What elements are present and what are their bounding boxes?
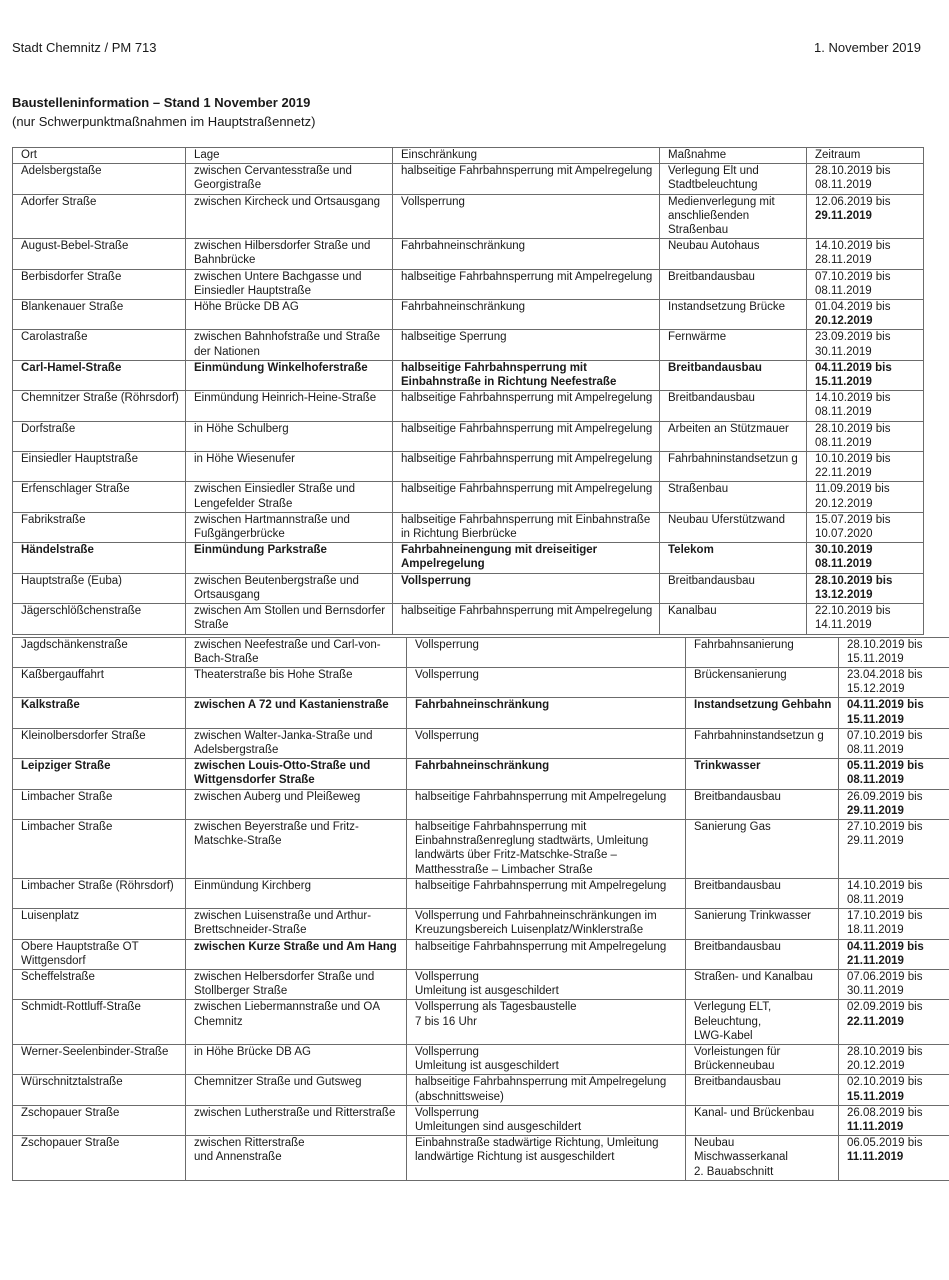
zeitraum-end: 29.11.2019: [847, 804, 946, 818]
cell-einschraenkung: halbseitige Fahrbahnsperrung mit Einbahnstraße in Richtung Neefestraße: [393, 360, 660, 390]
cell-zeitraum: [839, 878, 949, 908]
cell-zeitraum: [807, 512, 924, 542]
zeitraum-start: 23.09.2019 bis: [815, 330, 919, 344]
zeitraum-start: 14.10.2019 bis: [847, 879, 946, 893]
table-row: [13, 789, 949, 819]
page-subtitle: (nur Schwerpunktmaßnahmen im Hauptstraßennetz): [12, 114, 949, 130]
cell-lage: zwischen Ritterstraße und Annenstraße: [186, 1136, 407, 1181]
cell-massnahme: Fahrbahnsanierung: [686, 637, 839, 667]
document-date: 1. November 2019: [814, 40, 921, 56]
cell-ort: Hauptstraße (Euba): [13, 573, 186, 603]
table-row: [13, 878, 949, 908]
zeitraum-end: 11.11.2019: [847, 1120, 946, 1134]
cell-ort: Jägerschlößchenstraße: [13, 604, 186, 634]
table-row: [13, 909, 949, 939]
cell-lage: Theaterstraße bis Hohe Straße: [186, 667, 407, 697]
cell-ort: Scheffelstraße: [13, 969, 186, 999]
cell-einschraenkung: Vollsperrung: [407, 728, 686, 758]
cell-ort: Händelstraße: [13, 543, 186, 573]
cell-ort: Kleinolbersdorfer Straße: [13, 728, 186, 758]
cell-lage: zwischen Einsiedler Straße und Lengefelder Straße: [186, 482, 393, 512]
cell-lage: Höhe Brücke DB AG: [186, 300, 393, 330]
zeitraum-end: 15.11.2019: [847, 713, 946, 727]
cell-zeitraum: [807, 573, 924, 603]
cell-zeitraum: [807, 604, 924, 634]
cell-massnahme: Straßenbau: [660, 482, 807, 512]
cell-massnahme: Breitbandausbau: [660, 573, 807, 603]
cell-lage: zwischen Cervantesstraße und Georgistraße: [186, 164, 393, 194]
cell-einschraenkung: halbseitige Fahrbahnsperrung mit Ampelregelung: [393, 604, 660, 634]
cell-ort: Dorfstraße: [13, 421, 186, 451]
cell-zeitraum: [839, 667, 949, 697]
cell-einschraenkung: halbseitige Sperrung: [393, 330, 660, 360]
cell-massnahme: Vorleistungen für Brückenneubau: [686, 1044, 839, 1074]
cell-massnahme: Arbeiten an Stützmauer: [660, 421, 807, 451]
construction-table-2: [12, 637, 949, 1181]
zeitraum-start: 12.06.2019 bis: [815, 195, 919, 209]
zeitraum-end: 15.11.2019: [847, 1090, 946, 1104]
table-row: [13, 1136, 949, 1181]
cell-lage: Einmündung Heinrich-Heine-Straße: [186, 391, 393, 421]
column-header-zeitraum: Zeitraum: [807, 148, 924, 164]
zeitraum-end: 20.12.2019: [815, 497, 919, 511]
cell-lage: in Höhe Schulberg: [186, 421, 393, 451]
cell-lage: zwischen Untere Bachgasse und Einsiedler Hauptstraße: [186, 269, 393, 299]
table-row: [13, 269, 924, 299]
zeitraum-end: 10.07.2020: [815, 527, 919, 541]
cell-einschraenkung: halbseitige Fahrbahnsperrung mit Ampelregelung: [393, 452, 660, 482]
table-row: [13, 543, 924, 573]
cell-ort: Schmidt-Rottluff-Straße: [13, 1000, 186, 1045]
cell-einschraenkung: Vollsperrung: [393, 194, 660, 239]
cell-zeitraum: [839, 637, 949, 667]
zeitraum-end: 08.11.2019: [815, 405, 919, 419]
cell-massnahme: Fahrbahninstandsetzun g: [660, 452, 807, 482]
cell-einschraenkung: Vollsperrung: [393, 573, 660, 603]
table-row: [13, 604, 924, 634]
column-header-einschraenkung: Einschränkung: [393, 148, 660, 164]
cell-ort: Limbacher Straße: [13, 789, 186, 819]
cell-zeitraum: [807, 421, 924, 451]
zeitraum-start: 26.08.2019 bis: [847, 1106, 946, 1120]
cell-ort: Limbacher Straße (Röhrsdorf): [13, 878, 186, 908]
cell-massnahme: Sanierung Trinkwasser: [686, 909, 839, 939]
table-row: [13, 819, 949, 878]
table-row: [13, 1044, 949, 1074]
cell-zeitraum: [807, 330, 924, 360]
cell-einschraenkung: halbseitige Fahrbahnsperrung mit Einbahnstraßenreglung stadtwärts, Umleitung landwärts über Fritz-Matschke-Straße – Matthesstraße – Limbacher Straße: [407, 819, 686, 878]
cell-einschraenkung: halbseitige Fahrbahnsperrung mit Ampelregelung: [393, 421, 660, 451]
cell-massnahme: Breitbandausbau: [660, 360, 807, 390]
table-row: [13, 667, 949, 697]
cell-zeitraum: [839, 728, 949, 758]
cell-lage: zwischen Beyerstraße und Fritz-Matschke-Straße: [186, 819, 407, 878]
cell-massnahme: Verlegung Elt und Stadtbeleuchtung: [660, 164, 807, 194]
cell-ort: Zschopauer Straße: [13, 1105, 186, 1135]
zeitraum-end: 22.11.2019: [815, 466, 919, 480]
table-row: [13, 239, 924, 269]
zeitraum-start: 30.10.2019: [815, 543, 919, 557]
cell-zeitraum: [839, 969, 949, 999]
zeitraum-end: 20.12.2019: [847, 1059, 946, 1073]
zeitraum-end: 18.11.2019: [847, 923, 946, 937]
table-row: [13, 421, 924, 451]
cell-lage: zwischen Lutherstraße und Ritterstraße: [186, 1105, 407, 1135]
cell-ort: Kalkstraße: [13, 698, 186, 728]
cell-zeitraum: [839, 939, 949, 969]
cell-lage: zwischen Am Stollen und Bernsdorfer Straße: [186, 604, 393, 634]
cell-einschraenkung: Fahrbahneinschränkung: [393, 239, 660, 269]
cell-lage: zwischen Bahnhofstraße und Straße der Nationen: [186, 330, 393, 360]
cell-zeitraum: [839, 819, 949, 878]
table-row: [13, 969, 949, 999]
cell-zeitraum: [807, 300, 924, 330]
zeitraum-end: 14.11.2019: [815, 618, 919, 632]
cell-massnahme: Straßen- und Kanalbau: [686, 969, 839, 999]
zeitraum-start: 02.10.2019 bis: [847, 1075, 946, 1089]
cell-lage: zwischen A 72 und Kastanienstraße: [186, 698, 407, 728]
zeitraum-end: 30.11.2019: [815, 345, 919, 359]
cell-ort: Werner-Seelenbinder-Straße: [13, 1044, 186, 1074]
zeitraum-start: 11.09.2019 bis: [815, 482, 919, 496]
tables-container: [0, 147, 949, 1181]
cell-einschraenkung: Vollsperrung: [407, 637, 686, 667]
zeitraum-start: 02.09.2019 bis: [847, 1000, 946, 1014]
zeitraum-end: 29.11.2019: [815, 209, 919, 223]
zeitraum-start: 14.10.2019 bis: [815, 391, 919, 405]
zeitraum-end: 15.12.2019: [847, 682, 946, 696]
zeitraum-end: 08.11.2019: [815, 436, 919, 450]
zeitraum-end: 08.11.2019: [847, 743, 946, 757]
cell-zeitraum: [839, 1136, 949, 1181]
cell-lage: zwischen Helbersdorfer Straße und Stollberger Straße: [186, 969, 407, 999]
document-header-left: Stadt Chemnitz / PM 713: [12, 40, 157, 56]
zeitraum-end: 30.11.2019: [847, 984, 946, 998]
zeitraum-start: 14.10.2019 bis: [815, 239, 919, 253]
zeitraum-end: 29.11.2019: [847, 834, 946, 848]
column-header-massnahme: Maßnahme: [660, 148, 807, 164]
zeitraum-start: 07.06.2019 bis: [847, 970, 946, 984]
zeitraum-end: 20.12.2019: [815, 314, 919, 328]
cell-zeitraum: [839, 1105, 949, 1135]
zeitraum-end: 08.11.2019: [847, 773, 946, 787]
zeitraum-start: 22.10.2019 bis: [815, 604, 919, 618]
cell-ort: Carolastraße: [13, 330, 186, 360]
cell-massnahme: Breitbandausbau: [686, 939, 839, 969]
table-row: [13, 728, 949, 758]
zeitraum-start: 28.10.2019 bis: [815, 164, 919, 178]
cell-zeitraum: [839, 698, 949, 728]
table-row: [13, 939, 949, 969]
cell-einschraenkung: Fahrbahneinschränkung: [393, 300, 660, 330]
cell-zeitraum: [839, 1044, 949, 1074]
cell-ort: Luisenplatz: [13, 909, 186, 939]
cell-lage: zwischen Luisenstraße und Arthur-Brettschneider-Straße: [186, 909, 407, 939]
zeitraum-end: 15.11.2019: [847, 652, 946, 666]
cell-zeitraum: [807, 543, 924, 573]
cell-massnahme: Neubau Autohaus: [660, 239, 807, 269]
cell-lage: zwischen Hilbersdorfer Straße und Bahnbrücke: [186, 239, 393, 269]
cell-ort: Obere Hauptstraße OT Wittgensdorf: [13, 939, 186, 969]
cell-ort: Zschopauer Straße: [13, 1136, 186, 1181]
cell-massnahme: Verlegung ELT, Beleuchtung, LWG-Kabel: [686, 1000, 839, 1045]
cell-lage: zwischen Auberg und Pleißeweg: [186, 789, 407, 819]
cell-einschraenkung: halbseitige Fahrbahnsperrung mit Ampelregelung: [393, 482, 660, 512]
table-row: [13, 360, 924, 390]
cell-massnahme: Breitbandausbau: [686, 878, 839, 908]
cell-einschraenkung: Fahrbahneinengung mit dreiseitiger Ampelregelung: [393, 543, 660, 573]
table-row: [13, 573, 924, 603]
cell-massnahme: Brückensanierung: [686, 667, 839, 697]
zeitraum-start: 04.11.2019 bis: [847, 698, 946, 712]
zeitraum-end: 08.11.2019: [815, 178, 919, 192]
cell-lage: zwischen Liebermannstraße und OA Chemnitz: [186, 1000, 407, 1045]
cell-einschraenkung: Vollsperrung und Fahrbahneinschränkungen im Kreuzungsbereich Luisenplatz/Winklerstraße: [407, 909, 686, 939]
cell-einschraenkung: Vollsperrung Umleitungen sind ausgeschildert: [407, 1105, 686, 1135]
zeitraum-end: 15.11.2019: [815, 375, 919, 389]
cell-zeitraum: [839, 1075, 949, 1105]
zeitraum-start: 04.11.2019 bis: [847, 940, 946, 954]
cell-massnahme: Trinkwasser: [686, 759, 839, 789]
zeitraum-start: 26.09.2019 bis: [847, 790, 946, 804]
zeitraum-start: 06.05.2019 bis: [847, 1136, 946, 1150]
cell-lage: Chemnitzer Straße und Gutsweg: [186, 1075, 407, 1105]
cell-einschraenkung: halbseitige Fahrbahnsperrung mit Ampelregelung (abschnittsweise): [407, 1075, 686, 1105]
zeitraum-start: 10.10.2019 bis: [815, 452, 919, 466]
column-header-lage: Lage: [186, 148, 393, 164]
cell-zeitraum: [807, 452, 924, 482]
zeitraum-start: 28.10.2019 bis: [847, 638, 946, 652]
table-row: [13, 1000, 949, 1045]
cell-zeitraum: [807, 391, 924, 421]
table-row: [13, 194, 924, 239]
cell-einschraenkung: Vollsperrung als Tagesbaustelle 7 bis 16 Uhr: [407, 1000, 686, 1045]
cell-ort: August-Bebel-Straße: [13, 239, 186, 269]
table-row: [13, 452, 924, 482]
cell-zeitraum: [839, 1000, 949, 1045]
cell-lage: Einmündung Winkelhoferstraße: [186, 360, 393, 390]
cell-lage: zwischen Walter-Janka-Straße und Adelsbergstraße: [186, 728, 407, 758]
table-row: [13, 391, 924, 421]
cell-lage: Einmündung Kirchberg: [186, 878, 407, 908]
zeitraum-start: 23.04.2018 bis: [847, 668, 946, 682]
cell-zeitraum: [807, 239, 924, 269]
cell-zeitraum: [807, 194, 924, 239]
table-row: [13, 164, 924, 194]
cell-lage: zwischen Louis-Otto-Straße und Wittgensdorfer Straße: [186, 759, 407, 789]
zeitraum-end: 08.11.2019: [815, 284, 919, 298]
cell-massnahme: Medienverlegung mit anschließenden Straßenbau: [660, 194, 807, 239]
cell-zeitraum: [839, 909, 949, 939]
cell-lage: zwischen Neefestraße und Carl-von-Bach-Straße: [186, 637, 407, 667]
cell-zeitraum: [807, 269, 924, 299]
cell-einschraenkung: halbseitige Fahrbahnsperrung mit Ampelregelung: [407, 878, 686, 908]
cell-einschraenkung: Fahrbahneinschränkung: [407, 759, 686, 789]
zeitraum-start: 07.10.2019 bis: [815, 270, 919, 284]
zeitraum-start: 15.07.2019 bis: [815, 513, 919, 527]
document-header: [0, 40, 949, 62]
cell-einschraenkung: halbseitige Fahrbahnsperrung mit Ampelregelung: [407, 789, 686, 819]
cell-massnahme: Fernwärme: [660, 330, 807, 360]
zeitraum-start: 05.11.2019 bis: [847, 759, 946, 773]
cell-zeitraum: [807, 164, 924, 194]
cell-einschraenkung: halbseitige Fahrbahnsperrung mit Ampelregelung: [393, 269, 660, 299]
cell-einschraenkung: Vollsperrung Umleitung ist ausgeschildert: [407, 1044, 686, 1074]
cell-ort: Chemnitzer Straße (Röhrsdorf): [13, 391, 186, 421]
cell-einschraenkung: Vollsperrung: [407, 667, 686, 697]
cell-massnahme: Telekom: [660, 543, 807, 573]
table-row: [13, 482, 924, 512]
cell-massnahme: Breitbandausbau: [686, 1075, 839, 1105]
table-row: [13, 330, 924, 360]
zeitraum-end: 21.11.2019: [847, 954, 946, 968]
cell-zeitraum: [807, 482, 924, 512]
zeitraum-start: 01.04.2019 bis: [815, 300, 919, 314]
cell-ort: Kaßbergauffahrt: [13, 667, 186, 697]
zeitraum-start: 17.10.2019 bis: [847, 909, 946, 923]
cell-ort: Carl-Hamel-Straße: [13, 360, 186, 390]
cell-massnahme: Instandsetzung Brücke: [660, 300, 807, 330]
zeitraum-end: 08.11.2019: [815, 557, 919, 571]
cell-ort: Jagdschänkenstraße: [13, 637, 186, 667]
table-row: [13, 300, 924, 330]
cell-ort: Erfenschlager Straße: [13, 482, 186, 512]
table-row: [13, 1075, 949, 1105]
zeitraum-end: 28.11.2019: [815, 253, 919, 267]
cell-massnahme: Kanalbau: [660, 604, 807, 634]
cell-massnahme: Breitbandausbau: [660, 391, 807, 421]
table-row: [13, 637, 949, 667]
cell-massnahme: Neubau Uferstützwand: [660, 512, 807, 542]
cell-massnahme: Breitbandausbau: [660, 269, 807, 299]
cell-lage: zwischen Kircheck und Ortsausgang: [186, 194, 393, 239]
cell-lage: in Höhe Brücke DB AG: [186, 1044, 407, 1074]
cell-einschraenkung: halbseitige Fahrbahnsperrung mit Ampelregelung: [393, 391, 660, 421]
cell-zeitraum: [807, 360, 924, 390]
zeitraum-start: 28.10.2019 bis: [847, 1045, 946, 1059]
table-row: [13, 1105, 949, 1135]
zeitraum-start: 27.10.2019 bis: [847, 820, 946, 834]
cell-massnahme: Kanal- und Brückenbau: [686, 1105, 839, 1135]
table-row: [13, 698, 949, 728]
cell-zeitraum: [839, 759, 949, 789]
cell-massnahme: Sanierung Gas: [686, 819, 839, 878]
cell-einschraenkung: Einbahnstraße stadwärtige Richtung, Umleitung landwärtige Richtung ist ausgeschildert: [407, 1136, 686, 1181]
zeitraum-end: 08.11.2019: [847, 893, 946, 907]
cell-ort: Würschnitztalstraße: [13, 1075, 186, 1105]
construction-table-1: [12, 147, 924, 635]
cell-ort: Limbacher Straße: [13, 819, 186, 878]
cell-massnahme: Fahrbahninstandsetzun g: [686, 728, 839, 758]
cell-einschraenkung: halbseitige Fahrbahnsperrung mit Ampelregelung: [393, 164, 660, 194]
cell-massnahme: Instandsetzung Gehbahn: [686, 698, 839, 728]
cell-ort: Blankenauer Straße: [13, 300, 186, 330]
cell-einschraenkung: halbseitige Fahrbahnsperrung mit Einbahnstraße in Richtung Bierbrücke: [393, 512, 660, 542]
table-row: [13, 759, 949, 789]
cell-lage: zwischen Kurze Straße und Am Hang: [186, 939, 407, 969]
zeitraum-start: 28.10.2019 bis: [815, 422, 919, 436]
cell-lage: Einmündung Parkstraße: [186, 543, 393, 573]
cell-ort: Adelsbergstaße: [13, 164, 186, 194]
cell-massnahme: Neubau Mischwasserkanal 2. Bauabschnitt: [686, 1136, 839, 1181]
cell-einschraenkung: Fahrbahneinschränkung: [407, 698, 686, 728]
page-title: Baustelleninformation – Stand 1 November 2019: [12, 95, 949, 111]
cell-einschraenkung: Vollsperrung Umleitung ist ausgeschildert: [407, 969, 686, 999]
cell-ort: Einsiedler Hauptstraße: [13, 452, 186, 482]
zeitraum-end: 22.11.2019: [847, 1015, 946, 1029]
zeitraum-start: 28.10.2019 bis: [815, 574, 919, 588]
zeitraum-start: 04.11.2019 bis: [815, 361, 919, 375]
cell-lage: in Höhe Wiesenufer: [186, 452, 393, 482]
cell-ort: Adorfer Straße: [13, 194, 186, 239]
table-row: [13, 512, 924, 542]
table-header-row: [13, 148, 924, 164]
cell-lage: zwischen Beutenbergstraße und Ortsausgang: [186, 573, 393, 603]
cell-einschraenkung: halbseitige Fahrbahnsperrung mit Ampelregelung: [407, 939, 686, 969]
column-header-ort: Ort: [13, 148, 186, 164]
cell-ort: Berbisdorfer Straße: [13, 269, 186, 299]
cell-lage: zwischen Hartmannstraße und Fußgängerbrücke: [186, 512, 393, 542]
cell-ort: Fabrikstraße: [13, 512, 186, 542]
cell-massnahme: Breitbandausbau: [686, 789, 839, 819]
cell-ort: Leipziger Straße: [13, 759, 186, 789]
cell-zeitraum: [839, 789, 949, 819]
zeitraum-start: 07.10.2019 bis: [847, 729, 946, 743]
zeitraum-end: 11.11.2019: [847, 1150, 946, 1164]
zeitraum-end: 13.12.2019: [815, 588, 919, 602]
